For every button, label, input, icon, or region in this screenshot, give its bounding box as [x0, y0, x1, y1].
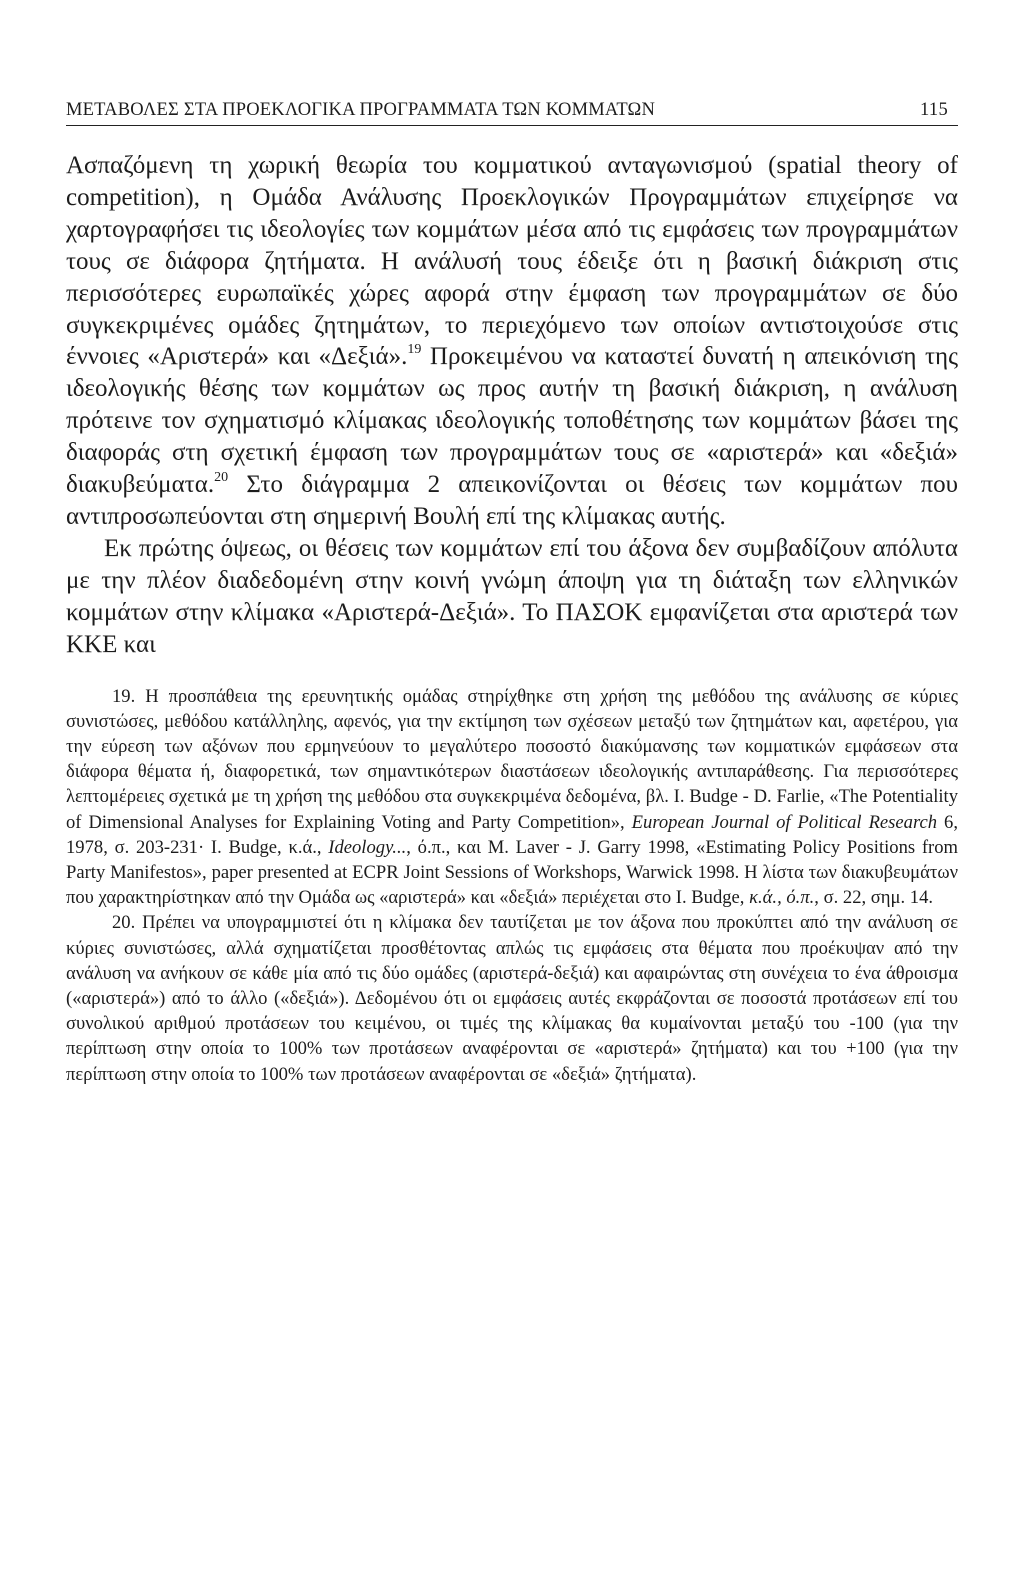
footnote-ref-19[interactable]: 19: [407, 342, 422, 358]
footnote-19-text-2: 6, 1978, σ. 203-231· I. Budge, κ.ά.,: [66, 811, 959, 858]
footnote-19-journal-title: European Journal of Political Research: [631, 811, 938, 833]
footnote-19-text-4: , σ. 22, σημ. 14.: [814, 887, 934, 909]
footnote-20: 20. Πρέπει να υπογραμμιστεί ότι η κλίμακα δεν ταυτίζεται με τον άξονα που προκύπτει από την ανάλυση σε κύριες συνιστώσες, αλλά σχηματίζεται προσθέτοντας απλώς τις εμφάσεις στα θέματα που προέκυψαν από την ανάλυση να ανήκουν σε κάθε μία από τις δύο ομάδες (αριστερά-δεξιά) και αφαιρώντας στη συνέχεια το ένα άθροισμα («αριστερά») από το άλλο («δεξιά»). Δεδομένου ότι οι εμφάσεις αυτές εκφράζονται σε ποσοστά προτάσεων επί του συνολικού αριθμού προτάσεων του κειμένου, οι τιμές της κλίμακας θα κυμαίνονται μεταξύ του -100 (για την περίπτωση στην οποία το 100% των προτάσεων αναφέρονται σε «αριστερά» ζητήματα) και του +100 (για την περίπτωση στην οποία το 100% των προτάσεων αναφέρονται σε «δεξιά» ζητήματα).: [66, 912, 958, 1085]
running-header: [66, 100, 958, 126]
footnote-19-book-title: Ideology...: [328, 836, 407, 858]
footnote-19: [66, 684, 958, 911]
paragraph-1-part-2: Προκειμένου να καταστεί δυνατή η απεικόνιση της ιδεολογικής θέσης των κομμάτων ως προς αυτήν τη βασική διάκριση, η ανάλυση πρότεινε τον σχηματισμό κλίμακας ιδεολογικής τοποθέτησης των κομμάτων βάσει της διαφοράς στη σχετική έμφαση των προγραμμάτων τους σε «αριστερά» και «δεξιά» διακυβεύματα.: [66, 343, 958, 499]
paragraph-2: Εκ πρώτης όψεως, οι θέσεις των κομμάτων επί του άξονα δεν συμβαδίζουν απόλυτα με την πλέον διαδεδομένη στην κοινή γνώμη άποψη για τη διάταξη των ελληνικών κομμάτων στην κλίμακα «Αριστερά-Δεξιά». Το ΠΑΣΟΚ εμφανίζεται στα αριστερά των ΚΚΕ και: [66, 534, 958, 658]
footnote-19-ibid: κ.ά., ό.π.: [749, 887, 815, 909]
running-head-title: ΜΕΤΑΒΟΛΕΣ ΣΤΑ ΠΡΟΕΚΛΟΓΙΚΑ ΠΡΟΓΡΑΜΜΑΤΑ ΤΩΝ ΚΟΜΜΑΤΩΝ: [66, 100, 656, 120]
paragraph-1: [66, 150, 958, 533]
footnotes: [66, 684, 958, 1087]
paragraph-1-part-1: Ασπαζόμενη τη χωρική θεωρία του κομματικού ανταγωνισμού (spatial theory of competition), η Ομάδα Ανάλυσης Προεκλογικών Προγραμμάτων επιχείρησε να χαρτογραφήσει τις ιδεολογίες των κομμάτων μέσα από τις εμφάσεις των προγραμμάτων τους σε διάφορα ζητήματα. Η ανάλυσή τους έδειξε ότι η βασική διάκριση στις περισσότερες ευρωπαϊκές χώρες αφορά στην έμφαση των προγραμμάτων σε δύο συγκεκριμένες ομάδες ζητημάτων, το περιεχόμενο των οποίων αντιστοιχούσε στις έννοιες «Αριστερά» και «Δεξιά».: [66, 152, 958, 371]
page-number: 115: [920, 100, 948, 120]
book-page: [66, 100, 958, 1087]
footnote-19-text-1: 19. Η προσπάθεια της ερευνητικής ομάδας στηρίχθηκε στη χρήση της μεθόδου της ανάλυσης σε κύριες συνιστώσες, μεθόδου κατάλληλης, αφενός, για την εκτίμηση των σχέσεων μεταξύ των ζητημάτων και, αφετέρου, για την εύρεση των αξόνων που ερμηνεύουν το μεγαλύτερο ποσοστό διακύμανσης των κομματικών εμφάσεων στα διάφορα θέματα ή, διαφορετικά, των σημαντικότερων διαστάσεων ιδεολογικής αντιπαράθεσης. Για περισσότερες λεπτομέρειες σχετικά με τη χρήση της μεθόδου στα συγκεκριμένα δεδομένα, βλ. I. Budge - D. Farlie, «The Potentiality of Dimensional Analyses for Explaining Voting and Party Competition»,: [66, 685, 958, 833]
footnote-19-text-3: , ό.π., και M. Laver - J. Garry 1998, «Estimating Policy Positions from Party Manifestos», paper presented at ECPR Joint Sessions of Workshops, Warwick 1998. Η λίστα των διακυβευμάτων που χαρακτηρίστηκαν από την Ομάδα ως «αριστερά» και «δεξιά» περιέχεται στο I. Budge,: [66, 836, 959, 909]
paragraph-1-part-3: Στο διάγραμμα 2 απεικονίζονται οι θέσεις των κομμάτων που αντιπροσωπεύονται στη σημερινή Βουλή επί της κλίμακας αυτής.: [66, 471, 958, 530]
main-text: [66, 150, 958, 661]
footnote-ref-20[interactable]: 20: [214, 470, 229, 486]
